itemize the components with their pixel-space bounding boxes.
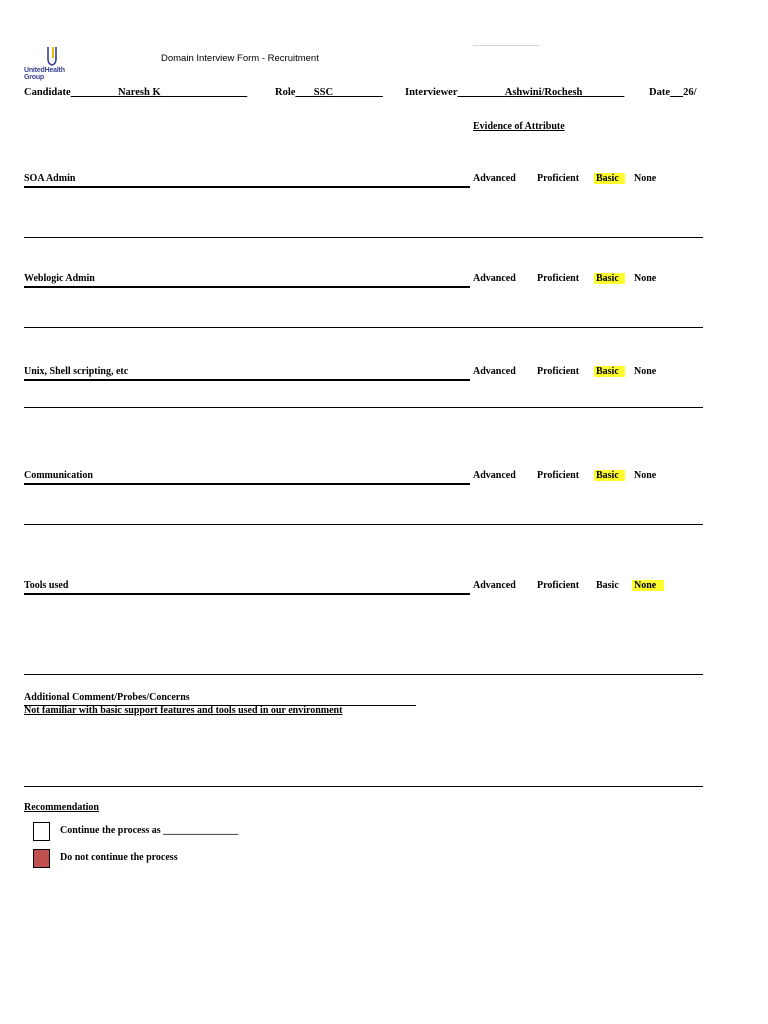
- date-label: Date: [649, 87, 670, 98]
- comments-divider: [24, 786, 703, 787]
- do-not-continue-option-label: Do not continue the process: [60, 852, 178, 863]
- rating-advanced[interactable]: Advanced: [473, 580, 516, 591]
- rating-basic-selected[interactable]: Basic: [594, 173, 625, 184]
- comments-label: Additional Comment/Probes/Concerns: [24, 692, 190, 703]
- do-not-continue-checkbox-checked[interactable]: [33, 849, 50, 868]
- candidate-label: Candidate: [24, 87, 71, 98]
- continue-checkbox[interactable]: [33, 822, 50, 841]
- rating-basic-selected[interactable]: Basic: [594, 470, 625, 481]
- top-divider: [473, 45, 539, 46]
- rating-none[interactable]: None: [634, 366, 657, 377]
- rating-none[interactable]: None: [634, 173, 657, 184]
- rating-proficient[interactable]: Proficient: [537, 580, 580, 591]
- date-value: 26/: [683, 87, 697, 98]
- rating-advanced[interactable]: Advanced: [473, 173, 516, 184]
- section-label-weblogic-admin: Weblogic Admin: [24, 273, 95, 284]
- section-label-unix-shell: Unix, Shell scripting, etc: [24, 366, 129, 377]
- role-field: [275, 87, 383, 98]
- rating-proficient[interactable]: Proficient: [537, 366, 580, 377]
- continue-option-label: Continue the process as _______________: [60, 825, 239, 836]
- shield-logo-icon: [47, 46, 57, 66]
- recommendation-label: Recommendation: [24, 802, 99, 813]
- interviewer-label: Interviewer: [405, 87, 458, 98]
- section-underline: [24, 379, 470, 381]
- section-label-communication: Communication: [24, 470, 93, 481]
- section-underline: [24, 286, 470, 288]
- role-value: SSC: [313, 87, 334, 98]
- rating-basic-selected[interactable]: Basic: [594, 366, 625, 377]
- rating-basic[interactable]: Basic: [596, 580, 619, 591]
- section-divider: [24, 407, 703, 408]
- interviewer-value: Ashwini/Rochesh: [504, 87, 583, 98]
- rating-advanced[interactable]: Advanced: [473, 470, 516, 481]
- section-divider: [24, 327, 703, 328]
- company-logo: [24, 46, 84, 80]
- role-label: Role: [275, 87, 296, 98]
- interviewer-field: [405, 87, 624, 98]
- form-title: Domain Interview Form - Recruitment: [161, 53, 319, 64]
- comments-text[interactable]: Not familiar with basic support features and tools used in our environment: [24, 705, 343, 716]
- rating-advanced[interactable]: Advanced: [473, 273, 516, 284]
- rating-advanced[interactable]: Advanced: [473, 366, 516, 377]
- section-underline: [24, 186, 470, 188]
- rating-none[interactable]: None: [634, 470, 657, 481]
- evidence-heading: Evidence of Attribute: [473, 121, 565, 132]
- rating-none[interactable]: None: [634, 273, 657, 284]
- rating-proficient[interactable]: Proficient: [537, 273, 580, 284]
- section-divider: [24, 524, 703, 525]
- rating-basic-selected[interactable]: Basic: [594, 273, 625, 284]
- section-underline: [24, 593, 470, 595]
- section-label-tools-used: Tools used: [24, 580, 69, 591]
- date-field: [649, 87, 697, 98]
- section-divider: [24, 237, 703, 238]
- candidate-field: [24, 87, 247, 98]
- rating-none-selected[interactable]: None: [632, 580, 664, 591]
- logo-text: UnitedHealth Group: [24, 67, 65, 81]
- section-label-soa-admin: SOA Admin: [24, 173, 76, 184]
- rating-proficient[interactable]: Proficient: [537, 470, 580, 481]
- candidate-value: Naresh K: [117, 87, 161, 98]
- section-underline: [24, 483, 470, 485]
- candidate-blank: [71, 87, 118, 98]
- section-divider: [24, 674, 703, 675]
- rating-proficient[interactable]: Proficient: [537, 173, 580, 184]
